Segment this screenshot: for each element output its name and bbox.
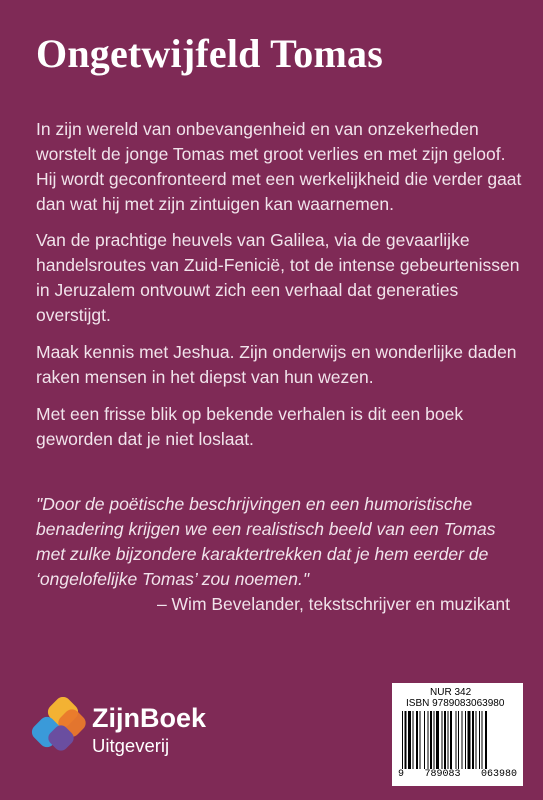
publisher-name: ZijnBoek bbox=[92, 703, 207, 733]
barcode-digit-lead: 9 bbox=[398, 769, 405, 780]
barcode-digits bbox=[398, 769, 517, 780]
endorsement-attribution: – Wim Bevelander, tekstschrijver en muzikant bbox=[156, 594, 510, 614]
blurb-paragraph-4: Met een frisse blik op bekende verhalen is dit een boek geworden dat je niet loslaat. bbox=[36, 404, 464, 449]
publisher-logo-mark-icon bbox=[30, 697, 90, 759]
publisher-subtitle: Uitgeverij bbox=[92, 735, 170, 756]
publisher-logo bbox=[30, 697, 210, 767]
barcode-isbn: ISBN 9789083063980 bbox=[406, 698, 505, 709]
barcode-nur: NUR 342 bbox=[430, 687, 472, 698]
barcode-digit-group-2: 063980 bbox=[480, 769, 517, 780]
blurb-paragraph-1: In zijn wereld van onbevangenheid en van onzekerheden worstelt de jonge Tomas met groot verlies en met zijn geloof. Hij wordt geconfronteerd met een werkelijkheid die verder gaat dan wat hij met zijn zintuigen kan waarnemen. bbox=[36, 119, 522, 214]
blurb-paragraph-3: Maak kennis met Jeshua. Zijn onderwijs en wonderlijke daden raken mensen in het diepst van hun wezen. bbox=[36, 342, 517, 387]
blurb-paragraph-2: Van de prachtige heuvels van Galilea, via de gevaarlijke handelsroutes van Zuid-Fenicië, tot de intense gebeurtenissen in Jeruzalem ontvouwt zich een verhaal dat generaties overstijgt. bbox=[36, 230, 520, 325]
barcode-digit-group-1: 789083 bbox=[424, 769, 461, 780]
isbn-barcode bbox=[392, 683, 523, 786]
endorsement-quote: "Door de poëtische beschrijvingen en een humoristische benadering krijgen we een realistisch beeld van een Tomas met zulke bijzondere karaktertrekken dat je hem eerder de ‘ongelofelijke Tomas’ zou noemen." bbox=[36, 494, 496, 589]
barcode-bars-icon bbox=[398, 711, 517, 771]
book-title: Ongetwijfeld Tomas bbox=[36, 31, 383, 76]
